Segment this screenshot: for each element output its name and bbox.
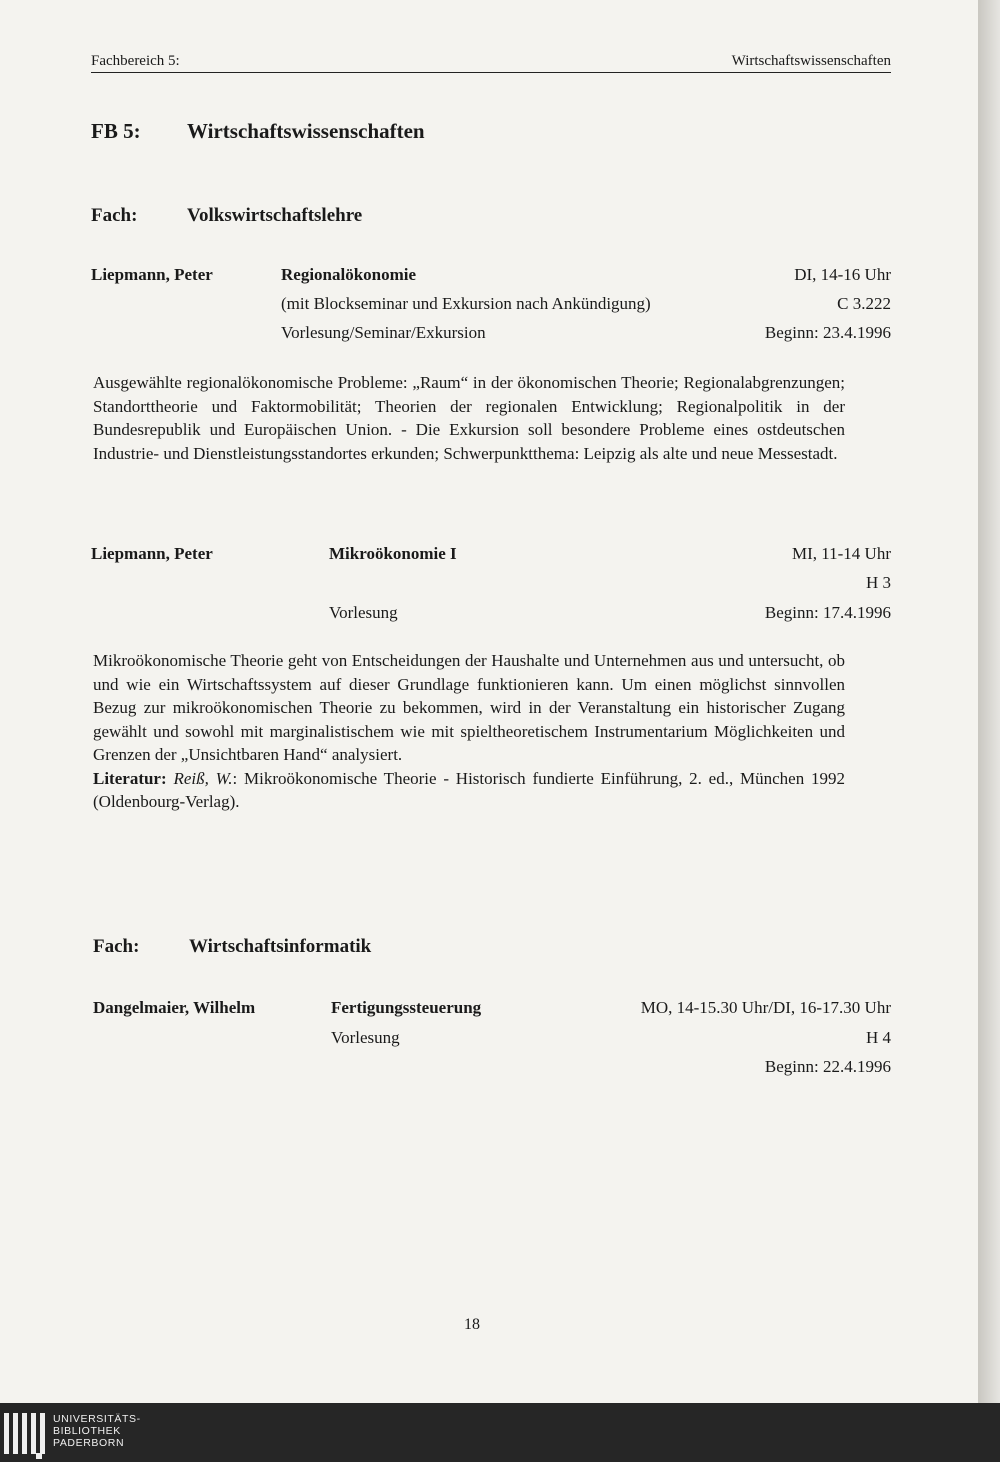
- library-name-line: BIBLIOTHEK: [53, 1425, 121, 1437]
- course-type: Vorlesung: [331, 1028, 400, 1047]
- subject-label: Fach:: [93, 936, 140, 957]
- subject-title: Wirtschaftsinformatik: [189, 936, 372, 957]
- course-time: DI, 14-16 Uhr: [794, 265, 891, 284]
- course-room: C 3.222: [837, 294, 891, 313]
- course-time: MO, 14-15.30 Uhr/DI, 16-17.30 Uhr: [640, 998, 891, 1017]
- library-name-line: PADERBORN: [53, 1437, 125, 1449]
- course-start: Beginn: 23.4.1996: [764, 323, 891, 342]
- subject-label: Fach:: [91, 205, 138, 226]
- course-title: Mikroökonomie I: [329, 544, 457, 563]
- course-note: (mit Blockseminar und Exkursion nach Ankündigung): [281, 294, 651, 313]
- course-room: H 4: [865, 1028, 891, 1047]
- literature-label: Literatur:: [93, 768, 167, 788]
- course-room: H 3: [865, 573, 891, 592]
- faculty-title: Wirtschaftswissenschaften: [187, 119, 425, 143]
- library-name: [53, 1413, 141, 1449]
- library-footer: [0, 1403, 1000, 1462]
- course-lecturer: Liepmann, Peter: [91, 544, 213, 563]
- course-start: Beginn: 22.4.1996: [764, 1057, 891, 1076]
- course-type: Vorlesung/Seminar/Exkursion: [281, 323, 486, 342]
- literature-author: Reiß, W.: [173, 768, 233, 788]
- course-lecturer: Liepmann, Peter: [91, 265, 213, 284]
- page-number: 18: [464, 1316, 480, 1333]
- course-start: Beginn: 17.4.1996: [764, 603, 891, 622]
- course-description: Ausgewählte regionalökonomische Probleme: „Raum“ in der ökonomischen Theorie; Regionalabgrenzungen; Standorttheorie und Faktormobilität; Theorien der regionalen Entwicklung; Regionalpolitik in der Bundesrepublik und Europäischen Union. - Die Exkursion soll besondere Probleme eines ostdeutschen Industrie- und Dienstleistungsstandortes erkunden; Schwerpunktthema: Leipzig als alte und neue Messestadt.: [93, 373, 845, 463]
- faculty-code: FB 5:: [91, 119, 141, 143]
- course-title: Regionalökonomie: [281, 265, 417, 284]
- logo-dot-icon: [36, 1453, 42, 1459]
- header-rule: [91, 72, 891, 73]
- running-header-left: Fachbereich 5:: [91, 53, 180, 69]
- description-text: Mikroökonomische Theorie geht von Entscheidungen der Haushalte und Unternehmen aus und untersucht, ob und wie ein Wirtschaftssystem auf dieser Grundlage funktionieren kann. Um einen möglichst sinnvollen Bezug zur mikroökonomischen Theorie zu bekommen, wird in der Veranstaltung ein historischer Zugang gewählt und sowohl mit marginalistischem wie mit spieltheoretischem Instrumentarium Möglichkeiten und Grenzen der „Unsichtbaren Hand“ analysiert.: [93, 651, 845, 764]
- course-lecturer: Dangelmaier, Wilhelm: [93, 998, 256, 1017]
- course-title: Fertigungssteuerung: [331, 998, 482, 1017]
- course-description: [93, 649, 845, 814]
- course-time: MI, 11-14 Uhr: [792, 544, 891, 563]
- page-edge: [978, 0, 1000, 1403]
- subject-title: Volkswirtschaftslehre: [187, 205, 363, 226]
- running-header-right: Wirtschaftswissenschaften: [731, 53, 891, 69]
- course-type: Vorlesung: [329, 603, 398, 622]
- library-name-line: UNIVERSITÄTS-: [53, 1413, 141, 1425]
- literature-text: : Mikroökonomische Theorie - Historisch fundierte Einführung, 2. ed., München 1992 (Oldenbourg-Verlag).: [93, 768, 846, 811]
- library-logo-icon: [4, 1413, 49, 1454]
